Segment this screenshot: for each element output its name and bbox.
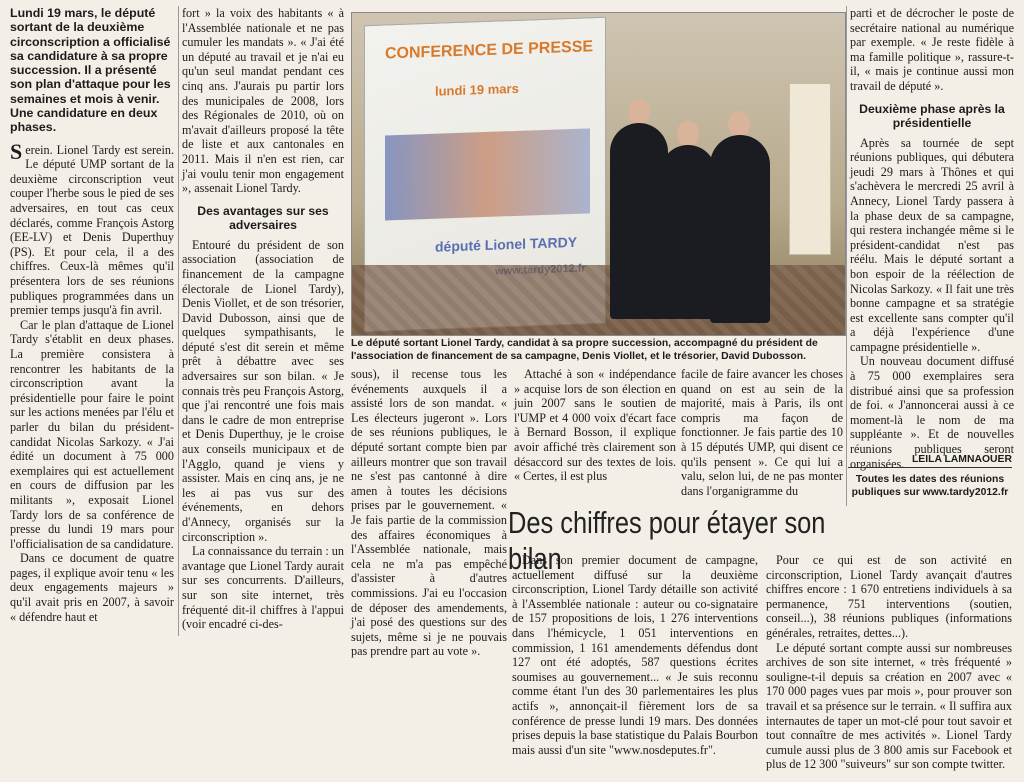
person-head: [728, 111, 750, 137]
screen-title: CONFERENCE DE PRESSE: [385, 38, 594, 63]
box-headline: Des chiffres pour étayer son bilan: [508, 505, 826, 576]
meetings-note: Toutes les dates des réunions publiques sur www.tardy2012.fr: [851, 474, 1009, 498]
drop-cap: S: [10, 138, 23, 164]
article-paragraph: Entouré du président de son association (association de financement de la campagne électorale de Lionel Tardy), Denis Viollet, et de son trésorier, David Dubosson, ainsi que de quelques sympathisants, le député s'est dit serein et même prêt à débattre avec ses adversaires sur son bilan. « Je connais très peu François Astorg, que j'ai rencontré une fois mais dans le cadre de mon entreprise et Denis Duperthuy, je le croise aux conseils municipaux et de l'Agglo, quand je viens y assister. Mais en cinq ans, je ne les ai pas vus sur des événements, en dehors d'Annecy, organisés sur la circonscription ».: [182, 237, 344, 544]
column-1: [10, 6, 174, 776]
person-head: [628, 99, 650, 125]
screen-landscape: [385, 128, 590, 220]
subheading: Deuxième phase après la présidentielle: [859, 101, 1005, 130]
screen-name: député Lionel TARDY: [435, 233, 578, 255]
photo-caption: Le député sortant Lionel Tardy, candidat à sa propre succession, accompagné du président de l'association de financement de sa campagne, Denis Viollet, et le trésorier, David Dubosson.: [351, 338, 818, 362]
article-paragraph: Après sa tournée de sept réunions publiques, qui débutera jeudi 29 mars à Thônes et qui s'achèvera le mercredi 25 avril à Annecy, Lionel Tardy passera à la phase deux de sa campagne, qui restera inchangée même si le président-candidat n'est pas réélu. Mais le député sortant a bon espoir de la réélection de Nicolas Sarkozy. « Il fait une très bonne campagne et sa stratégie est excellente sans compter qu'il a déjà l'expérience d'une campagne présidentielle ».: [850, 135, 1014, 354]
article-paragraph: Car le plan d'attaque de Lionel Tardy s'établit en deux phases. La première consistera à rencontrer les habitants de la circonscription avant la présidentielle pour faire le point sur les actions menées par l'élu et parler du bilan du président-candidat Nicolas Sarkozy. « J'ai édité un document à 75 000 exemplaires qui est actuellement en cours de diffusion par les militants », exposait Lionel Tardy lors de sa conférence de presse du lundi 19 mars pour l'officialisation de sa candidature.: [10, 317, 174, 551]
article-paragraph: Dans son premier document de campagne, actuellement diffusé sur la deuxième circonscription, Lionel Tardy détaille son activité à l'Assemblée nationale : auteur ou co-signataire de 157 propositions de lois, 1 276 interventions dans l'hémicycle, 1 051 interventions en commission, 1 161 amendements défendus dont 127 ont été adoptés, 587 questions écrites soumises au gouvernement... « Je suis reconnu comme étant l'un des 30 parlementaires les plus actifs », annonçait-il fièrement lors de sa conférence de presse lundi 19 mars. Des données prises depuis la base statistique du Palais Bourbon mais aussi d'un site "www.nosdeputes.fr".: [512, 553, 758, 757]
article-paragraph: fort » la voix des habitants « à l'Assemblée nationale et ne pas cumuler les mandats ». « J'ai été un député au travail et je n'ai eu qu'un seul mandat pendant ces cinq ans. J'aurais pu partir lors des municipales de 2008, lors des Régionales de 2010, où on m'avait d'ailleurs proposé la tête de liste et aux cantonales en 2011. Mais il n'en est rien, car j'ai voulu tenir mon engagement », assenait Lionel Tardy.: [182, 6, 344, 196]
column-divider: [846, 6, 847, 506]
article-paragraph: Attaché à son « indépendance » acquise lors de son élection en juin 2007 sans le soutien de l'UMP et 4 000 voix d'écart face à Bernard Bosson, il explique avoir affiché très clairement son désaccord sur des textes de lois. « Certes, il est plus: [514, 367, 676, 484]
article-paragraph: sous), il recense tous les événements auxquels il a assisté lors de son mandat. « Les électeurs jugeront ». Lors de ses réunions publiques, le député sortant compte bien par ailleurs montrer que son travail ne s'est pas cantonné à dire amen à toutes les décisions prises par le gouvernement. « Je fais partie de la commission des affaires économiques à l'Assemblée nationale, mais cela ne m'a pas empêché d'assister à d'autres commissions. J'ai eu l'occasion de déposer des amendements, j'ai posé des questions sur des sujets, même si je ne pouvais pas prendre part au vote ».: [351, 367, 507, 659]
person-right: [710, 135, 770, 323]
author-signature: LEILA LAMNAOUER: [848, 454, 1012, 468]
subheading: Des avantages sur ses adversaires: [197, 203, 329, 232]
article-paragraph: Le député sortant compte aussi sur nombreuses archives de son site internet, « très fréquenté » souligne-t-il depuis sa création en 2007 avec « 170 000 pages vues par mois », pour prouver son travail et sa présence sur le terrain. « Il suffira aux internautes de taper un mot-clé pour tout savoir et tout connaître de mes activités ». Lionel Tardy cumule aussi plus de 3 800 amis sur Facebook et plus de 12 300 "suiveurs" sur son compte twitter.: [766, 640, 1012, 772]
column-4: [514, 367, 676, 507]
article-paragraph: parti et de décrocher le poste de secrétaire national au numérique par exemple. « Je reste fidèle à ma famille politique », rassure-t-il, « mais je continue aussi mon travail de député ».: [850, 6, 1014, 93]
article-paragraph: Dans ce document de quatre pages, il explique avoir tenu « les deux engagements majeurs » qu'il avait pris en 2007, à savoir « défendre haut et: [10, 551, 174, 624]
person-head: [677, 121, 699, 147]
person-middle: [660, 145, 716, 319]
column-5: [681, 367, 843, 507]
box-column-2: [766, 553, 1012, 778]
article-paragraph: facile de faire avancer les choses quand on est au sein de la majorité, mais à Paris, ils ont compris ma façon de fonctionner. Je fais partie des 10 à 15 députés UMP, qui disent ce qu'ils pensent ». Ce qui lui a valu, selon lui, de ne pas monter dans l'organigramme du: [681, 367, 843, 498]
column-divider: [178, 6, 179, 636]
column-3: [351, 367, 507, 667]
screen-date: lundi 19 mars: [435, 80, 519, 99]
carpet-floor: [352, 265, 845, 335]
article-paragraph: Un nouveau document diffusé à 75 000 exemplaires sera distribué ainsi que sa profession de foi. « J'annoncerai aussi à ce moment-là le nom de ma suppléante ». Et de nouvelles réunions publiques seront organisées.: [850, 354, 1014, 471]
window: [789, 83, 831, 255]
box-column-1: [512, 553, 758, 778]
article-paragraph: Pour ce qui est de son activité en circonscription, Lionel Tardy avançait d'autres chiffres encore : 1 670 entretiens individuels à sa permanence, 751 interventions (soutien, conseil...), 38 réunions publiques (informations générales, retraites, dettes...).: [766, 553, 1012, 640]
press-conference-photo: [351, 12, 846, 336]
lead-paragraph: Lundi 19 mars, le député sortant de la deuxième circonscription a officialisé sa candidature à sa propre succession. Il a présenté son plan d'attaque pour les semaines et mois à venir. Une candidature en deux phases.: [10, 6, 171, 135]
article-paragraph: Serein. Lionel Tardy est serein. Le député UMP sortant de la deuxième circonscription veut couper l'herbe sous le pied de ses adversaires, en tout cas ceux déclarés, comme François Astorg (EE-LV) et Denis Duperthuy (PS). Et pour cela, il a des chiffres. Ceux-là mêmes qu'il présentera lors de ses réunions publiques programmées dans un premier temps jusqu'à fin avril.: [10, 138, 174, 318]
article-paragraph: La connaissance du terrain : un avantage que Lionel Tardy aurait sur ses concurrents. D'ailleurs, sur son site internet, très fréquenté dit-il chiffres à l'appui (voir encadré ci-des-: [182, 544, 344, 632]
column-2: [182, 6, 344, 776]
